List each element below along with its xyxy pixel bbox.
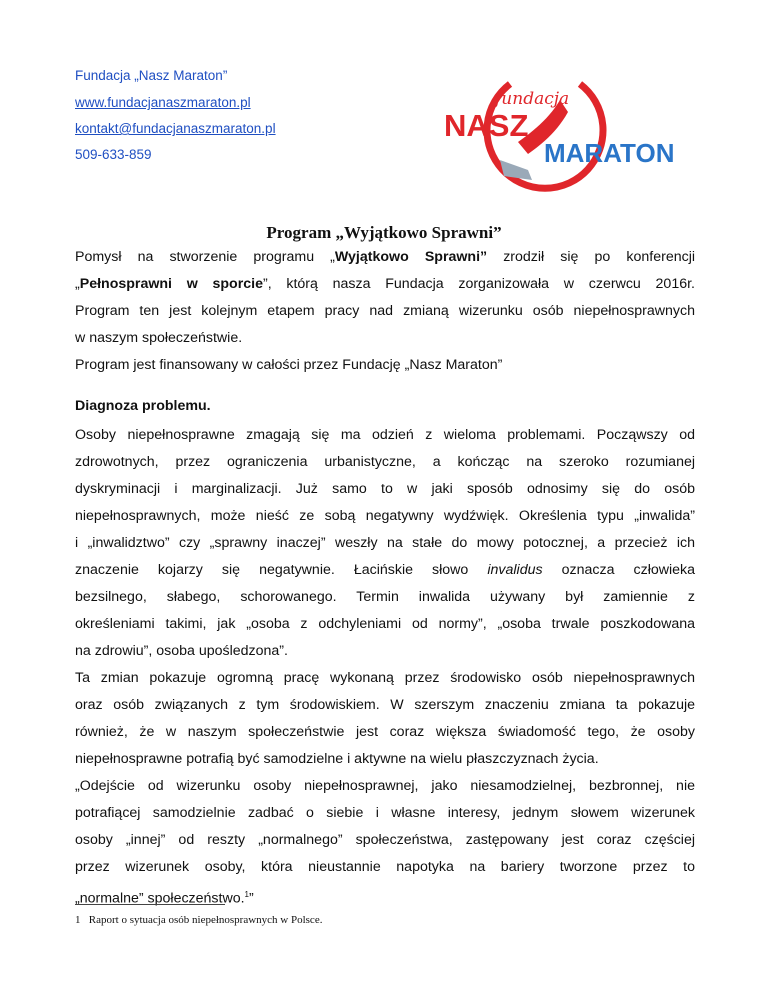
text: „: [75, 276, 80, 292]
body-line: „Odejście od wizerunku osoby niepełnosprawnej, jako niesamodzielnej, bezbronnej, nie: [75, 778, 695, 794]
body-line: osoby „innej” od reszty „normalnego” społeczeństwa, zastępowany jest coraz częściej: [75, 832, 695, 848]
intro-paragraph: [75, 244, 695, 379]
body-line: potrafiącej samodzielnie zadbać o siebie i własne interesy, jednym słowem wizerunek: [75, 805, 695, 821]
footnote-number: 1: [75, 914, 81, 926]
body-line: i „inwalidztwo” czy „sprawny inaczej” weszły na stałe do mowy potocznej, a przecież ich: [75, 535, 695, 551]
body-line: niepełnosprawnych, może nieść ze sobą negatywny wydźwięk. Określenia typu „inwalida”: [75, 508, 695, 524]
program-name: Wyjątkowo Sprawni”: [334, 249, 488, 265]
org-name: Fundacja „Nasz Maraton”: [75, 68, 228, 83]
text: oznacza człowieka: [542, 562, 696, 578]
latin-word: invalidus: [487, 562, 543, 578]
footnote-rule: [75, 904, 225, 905]
body-line: Osoby niepełnosprawne zmagają się ma odzień z wieloma problemami. Począwszy od: [75, 427, 695, 443]
logo-nasz: NASZ: [444, 108, 529, 143]
body-line: [75, 557, 695, 584]
text: ”, którą nasza Fundacja zorganizowała w czerwcu 2016r.: [262, 276, 695, 292]
body-line: przez wizerunek osoby, która nieustannie napotyka na bariery tworzone przez to: [75, 859, 695, 875]
body-line: oraz osób związanych z tym środowiskiem. W szerszym znaczeniu zmiana ta pokazuje: [75, 697, 695, 713]
text: „normalne” społeczeństwo.: [75, 890, 245, 907]
logo-fundacja: fundacja: [495, 89, 570, 109]
phone-number: 509-633-859: [75, 147, 152, 162]
website-link[interactable]: www.fundacjanaszmaraton.pl: [75, 95, 251, 110]
text: ”: [249, 890, 254, 907]
section-heading: Diagnoza problemu.: [75, 398, 211, 414]
intro-line: w naszym społeczeństwie.: [75, 330, 243, 346]
body-paragraph: [75, 422, 695, 908]
body-line: określeniami takimi, jak „osoba z odchyleniami od normy”, „osoba trwale poszkodowana: [75, 616, 695, 632]
body-line: bezsilnego, słabego, schorowanego. Termin inwalida używany był zamiennie z: [75, 589, 695, 605]
body-line: Ta zmian pokazuje ogromną pracę wykonaną przez środowisko osób niepełnosprawnych: [75, 670, 695, 686]
text: zrodził się po konferencji: [487, 249, 695, 265]
page-title: Program „Wyjątkowo Sprawni”: [266, 223, 502, 242]
intro-line: [75, 271, 695, 298]
body-line: niepełnosprawne potrafią być samodzielne i aktywne na wielu płaszczyznach życia.: [75, 751, 599, 767]
logo-maraton: MARATON: [544, 138, 675, 168]
body-line: również, że w naszym społeczeństwie jest coraz większa świadomość tego, że osoby: [75, 724, 695, 740]
conference-name: Pełnosprawni w sporcie: [79, 276, 263, 292]
intro-line: [75, 244, 695, 271]
body-line: na zdrowiu”, osoba upośledzona”.: [75, 643, 288, 659]
logo-shoe: [500, 160, 532, 180]
body-line: dyskryminacji i marginalizacji. Już samo to w jaki sposób odnosimy się do osób: [75, 481, 695, 497]
text: Pomysł na stworzenie programu „: [75, 249, 335, 265]
intro-line: Program jest finansowany w całości przez Fundację „Nasz Maraton”: [75, 357, 503, 373]
email-link[interactable]: kontakt@fundacjanaszmaraton.pl: [75, 121, 276, 136]
footnote: [75, 914, 322, 926]
footnote-text: Raport o sytuacja osób niepełnosprawnych w Polsce.: [88, 914, 323, 926]
body-line: zdrowotnych, przez ograniczenia urbanistyczne, a kończąc na szeroko rozumianej: [75, 454, 695, 470]
foundation-logo: [440, 72, 690, 202]
footnote-marker[interactable]: 1: [244, 890, 249, 899]
text: znaczenie kojarzy się negatywnie. Łacińskie słowo: [75, 562, 488, 578]
intro-line: Program ten jest kolejnym etapem pracy nad zmianą wizerunku osób niepełnosprawnych: [75, 303, 695, 319]
